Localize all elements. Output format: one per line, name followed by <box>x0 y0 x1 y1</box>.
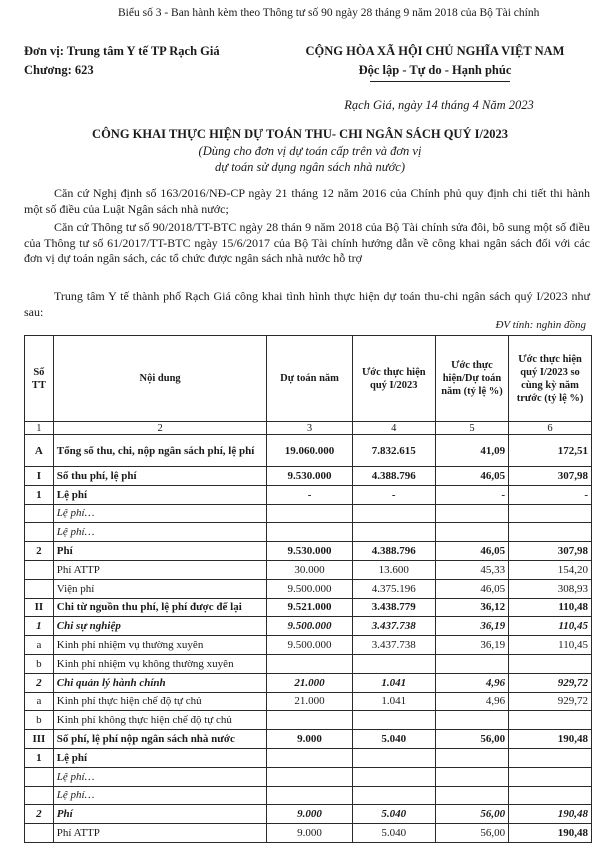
row-content: Lệ phí <box>53 748 267 767</box>
row-stt: 1 <box>25 485 54 504</box>
row-estimate <box>267 654 352 673</box>
row-estimate: 9.530.000 <box>267 542 352 561</box>
republic-name: CỘNG HÒA XÃ HỘI CHỦ NGHĨA VIỆT NAM <box>305 44 565 58</box>
row-content: Chi từ nguồn thu phí, lệ phí được để lại <box>53 598 267 617</box>
row-estimate: 9.500.000 <box>267 617 352 636</box>
table-row <box>25 824 592 843</box>
row-stt <box>25 767 54 786</box>
document-subtitle <box>150 143 470 175</box>
row-pct-prev <box>509 523 592 542</box>
unit-chapter: Chương: 623 <box>24 63 94 77</box>
row-stt <box>25 504 54 523</box>
row-q1 <box>352 786 435 805</box>
header-stt: Số TT <box>25 336 54 422</box>
row-stt <box>25 824 54 843</box>
paragraph-circular: Căn cứ Thông tư số 90/2018/TT-BTC ngày 28 thán 9 năm 2018 của Bộ Tài chính sửa đôi, bô sung một số điều của Thông tư số 61/2017/TT-BTC ngày 15/6/2017 của Bộ Tài chính hướng dẫn về công khai ngân sách đối với các đơn vị dự toán ngân sách, các tổ chức được ngân sách nhà nước hỗ trợ <box>24 220 590 265</box>
row-pct-estimate: - <box>435 485 508 504</box>
row-estimate: 19.060.000 <box>267 435 352 467</box>
row-pct-estimate <box>435 654 508 673</box>
table-row <box>25 748 592 767</box>
subtitle-line-2: dự toán sử dụng ngân sách nhà nước) <box>215 160 405 174</box>
unit-note: ĐV tính: nghìn đồng <box>495 319 586 331</box>
header-q1: Ước thực hiện quý I/2023 <box>352 336 435 422</box>
row-q1: 3.437.738 <box>352 636 435 655</box>
table-row <box>25 560 592 579</box>
row-pct-estimate: 56,00 <box>435 805 508 824</box>
row-pct-prev: 172,51 <box>509 435 592 467</box>
row-q1: 3.437.738 <box>352 617 435 636</box>
row-content: Phí <box>53 542 267 561</box>
row-content: Phí ATTP <box>53 824 267 843</box>
unit-name: Đơn vị: Trung tâm Y tế TP Rạch Giá <box>24 44 220 58</box>
row-stt: I <box>25 467 54 486</box>
table-row <box>25 598 592 617</box>
row-stt <box>25 786 54 805</box>
row-pct-estimate: 36,19 <box>435 636 508 655</box>
row-pct-prev <box>509 767 592 786</box>
row-content: Kinh phí nhiệm vụ không thường xuyên <box>53 654 267 673</box>
row-pct-estimate <box>435 711 508 730</box>
row-q1: 7.832.615 <box>352 435 435 467</box>
row-pct-estimate <box>435 767 508 786</box>
row-estimate: 9.000 <box>267 824 352 843</box>
row-q1: 5.040 <box>352 805 435 824</box>
row-estimate: 9.500.000 <box>267 579 352 598</box>
row-content: Kinh phí không thực hiện chế độ tự chủ <box>53 711 267 730</box>
row-estimate: 9.000 <box>267 805 352 824</box>
row-estimate <box>267 504 352 523</box>
row-content: Chi sự nghiệp <box>53 617 267 636</box>
row-content: Lệ phí <box>53 485 267 504</box>
row-estimate: 9.000 <box>267 730 352 749</box>
header-pct-prev: Ước thực hiện quý I/2023 so cùng kỳ năm trước (tỷ lệ %) <box>509 336 592 422</box>
row-pct-prev <box>509 786 592 805</box>
index-cell: 4 <box>352 422 435 435</box>
row-content: Số phí, lệ phí nộp ngân sách nhà nước <box>53 730 267 749</box>
table-row <box>25 654 592 673</box>
paragraph-intro: Trung tâm Y tế thành phố Rạch Giá công khai tình hình thực hiện dự toán thu-chi ngân sách quý I/2023 như sau: <box>24 289 590 319</box>
index-cell: 2 <box>53 422 267 435</box>
row-stt: 2 <box>25 673 54 692</box>
row-q1: 4.388.796 <box>352 467 435 486</box>
row-estimate <box>267 767 352 786</box>
row-pct-prev: 110,48 <box>509 598 592 617</box>
row-pct-prev: 307,98 <box>509 467 592 486</box>
row-q1: 3.438.779 <box>352 598 435 617</box>
issuance-note: Biểu số 3 - Ban hành kèm theo Thông tư số 90 ngày 28 tháng 9 năm 2018 của Bộ Tài chính <box>118 7 540 19</box>
unit-block <box>24 42 220 80</box>
row-pct-estimate <box>435 523 508 542</box>
row-q1: 5.040 <box>352 824 435 843</box>
row-pct-estimate: 46,05 <box>435 542 508 561</box>
row-pct-prev: 154,20 <box>509 560 592 579</box>
table-row <box>25 805 592 824</box>
table-row <box>25 786 592 805</box>
row-q1: - <box>352 485 435 504</box>
dateline: Rạch Giá, ngày 14 tháng 4 Năm 2023 <box>344 98 534 112</box>
row-stt <box>25 560 54 579</box>
row-pct-estimate: 4,96 <box>435 692 508 711</box>
index-cell: 6 <box>509 422 592 435</box>
row-pct-estimate: 41,09 <box>435 435 508 467</box>
row-estimate <box>267 523 352 542</box>
row-content: Phí ATTP <box>53 560 267 579</box>
document-title: CÔNG KHAI THỰC HIỆN DỰ TOÁN THU- CHI NGÂN SÁCH QUÝ I/2023 <box>92 127 508 141</box>
row-pct-estimate: 56,00 <box>435 824 508 843</box>
budget-table <box>24 335 592 843</box>
row-content: Phí <box>53 805 267 824</box>
row-content: Lệ phí… <box>53 523 267 542</box>
row-stt: b <box>25 711 54 730</box>
row-pct-prev: 929,72 <box>509 692 592 711</box>
row-content: Lệ phí… <box>53 504 267 523</box>
index-cell: 1 <box>25 422 54 435</box>
row-stt: 2 <box>25 805 54 824</box>
row-stt: III <box>25 730 54 749</box>
table-row <box>25 504 592 523</box>
row-estimate: - <box>267 485 352 504</box>
row-q1: 1.041 <box>352 692 435 711</box>
row-stt: II <box>25 598 54 617</box>
table-row <box>25 636 592 655</box>
table-row <box>25 579 592 598</box>
table-row <box>25 673 592 692</box>
row-stt <box>25 579 54 598</box>
row-stt: 2 <box>25 542 54 561</box>
row-estimate <box>267 786 352 805</box>
header-estimate: Dự toán năm <box>267 336 352 422</box>
row-q1 <box>352 767 435 786</box>
row-pct-estimate <box>435 748 508 767</box>
row-q1: 1.041 <box>352 673 435 692</box>
row-stt: A <box>25 435 54 467</box>
paragraph-decree: Căn cứ Nghị định số 163/2016/NĐ-CP ngày 21 tháng 12 năm 2016 của Chính phủ quy định chi tiết thi hành một số điều của Luật Ngân sách nhà nước; <box>24 186 590 216</box>
row-pct-estimate: 46,05 <box>435 579 508 598</box>
index-cell: 5 <box>435 422 508 435</box>
row-pct-estimate <box>435 504 508 523</box>
row-content: Kinh phí nhiệm vụ thường xuyên <box>53 636 267 655</box>
row-estimate: 21.000 <box>267 673 352 692</box>
table-header-row <box>25 336 592 422</box>
row-estimate <box>267 711 352 730</box>
row-content: Lệ phí… <box>53 767 267 786</box>
row-pct-prev: 190,48 <box>509 824 592 843</box>
row-q1: 13.600 <box>352 560 435 579</box>
header-pct-estimate: Ước thực hiện/Dự toán năm (tỷ lệ %) <box>435 336 508 422</box>
motto-underline <box>370 81 510 82</box>
row-estimate: 21.000 <box>267 692 352 711</box>
row-estimate: 30.000 <box>267 560 352 579</box>
row-pct-estimate: 46,05 <box>435 467 508 486</box>
row-pct-prev: 190,48 <box>509 805 592 824</box>
row-estimate <box>267 748 352 767</box>
row-content: Tổng số thu, chi, nộp ngân sách phí, lệ phí <box>53 435 267 467</box>
row-stt: a <box>25 692 54 711</box>
table-row <box>25 542 592 561</box>
row-pct-prev <box>509 711 592 730</box>
subtitle-line-1: (Dùng cho đơn vị dự toán cấp trên và đơn vị <box>198 144 422 158</box>
row-content: Lệ phí… <box>53 786 267 805</box>
row-pct-prev <box>509 654 592 673</box>
row-pct-estimate: 56,00 <box>435 730 508 749</box>
row-q1: 4.388.796 <box>352 542 435 561</box>
row-q1 <box>352 748 435 767</box>
national-header <box>282 42 588 80</box>
row-content: Viện phí <box>53 579 267 598</box>
row-stt: b <box>25 654 54 673</box>
row-pct-estimate: 4,96 <box>435 673 508 692</box>
table-row <box>25 485 592 504</box>
row-q1: 5.040 <box>352 730 435 749</box>
header-content: Nội dung <box>53 336 267 422</box>
row-pct-estimate: 36,19 <box>435 617 508 636</box>
row-pct-prev <box>509 504 592 523</box>
table-row <box>25 435 592 467</box>
row-stt: 1 <box>25 617 54 636</box>
row-content: Kinh phí thực hiện chế độ tự chủ <box>53 692 267 711</box>
row-q1: 4.375.196 <box>352 579 435 598</box>
row-pct-prev: 190,48 <box>509 730 592 749</box>
table-row <box>25 711 592 730</box>
row-content: Chi quản lý hành chính <box>53 673 267 692</box>
row-pct-estimate: 36,12 <box>435 598 508 617</box>
row-q1 <box>352 711 435 730</box>
row-stt: 1 <box>25 748 54 767</box>
row-estimate: 9.500.000 <box>267 636 352 655</box>
row-pct-prev: 929,72 <box>509 673 592 692</box>
row-pct-prev: - <box>509 485 592 504</box>
table-row <box>25 692 592 711</box>
row-pct-prev: 110,45 <box>509 636 592 655</box>
table-row <box>25 730 592 749</box>
row-pct-prev <box>509 748 592 767</box>
row-q1 <box>352 654 435 673</box>
row-stt: a <box>25 636 54 655</box>
national-motto: Độc lập - Tự do - Hạnh phúc <box>358 63 512 77</box>
row-pct-estimate <box>435 786 508 805</box>
table-index-row <box>25 422 592 435</box>
row-estimate: 9.521.000 <box>267 598 352 617</box>
table-row <box>25 617 592 636</box>
row-estimate: 9.530.000 <box>267 467 352 486</box>
row-q1 <box>352 504 435 523</box>
row-pct-prev: 307,98 <box>509 542 592 561</box>
row-content: Số thu phí, lệ phí <box>53 467 267 486</box>
row-stt <box>25 523 54 542</box>
row-pct-prev: 110,45 <box>509 617 592 636</box>
index-cell: 3 <box>267 422 352 435</box>
table-row <box>25 767 592 786</box>
row-pct-estimate: 45,33 <box>435 560 508 579</box>
table-row <box>25 523 592 542</box>
table-row <box>25 467 592 486</box>
row-q1 <box>352 523 435 542</box>
row-pct-prev: 308,93 <box>509 579 592 598</box>
